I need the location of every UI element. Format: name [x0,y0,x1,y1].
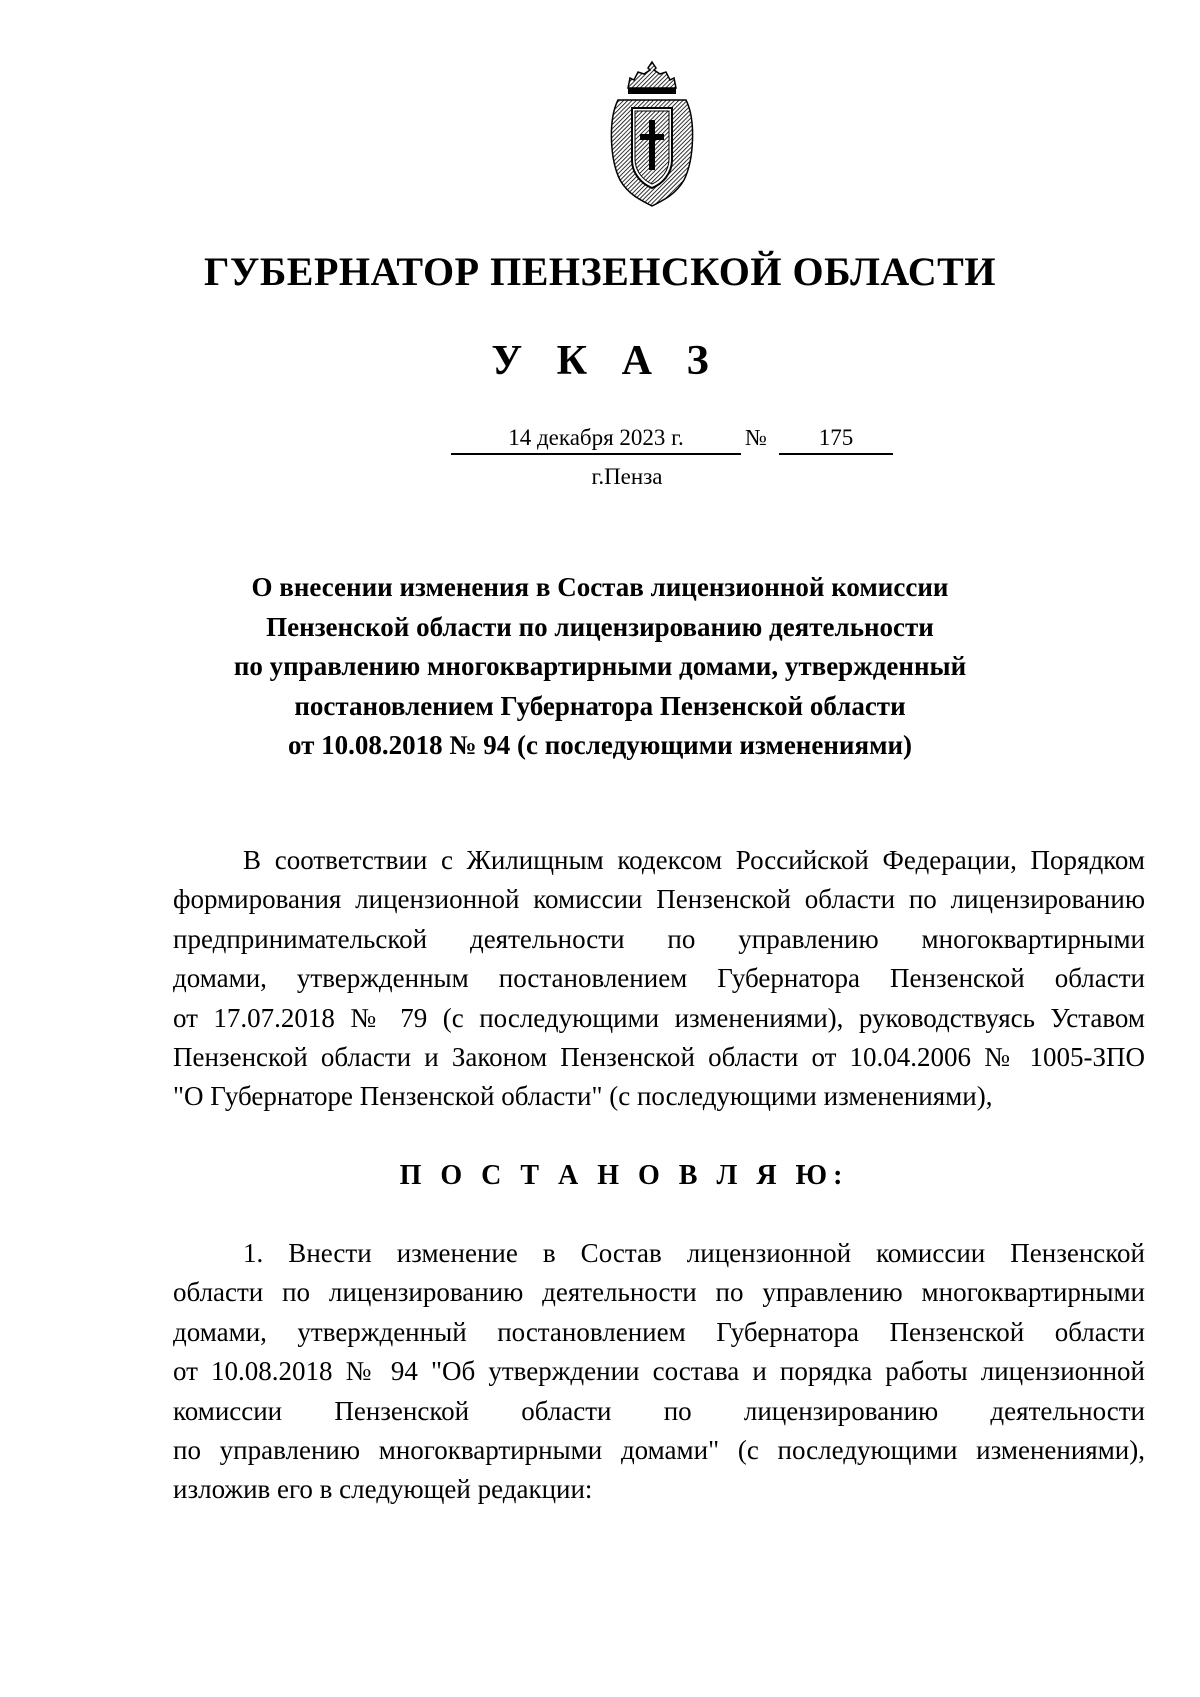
paragraph-line: предпринимательской деятельности по управлению многоквартирными [173,923,1145,954]
subject-line: О внесении изменения в Состав лицензионной комиссии [251,572,949,602]
paragraph-line: от 10.08.2018 № 94 "Об утверждении состава и порядка работы лицензионной [173,1356,1145,1387]
paragraph-line: Пензенской области и Законом Пензенской области от 10.04.2006 № 1005-ЗПО [173,1042,1145,1073]
paragraph-line: В соответствии с Жилищным кодексом Российской Федерации, Порядком [243,845,1145,875]
paragraph-line: области по лицензированию деятельности по управлению многоквартирными [173,1277,1145,1308]
document-date: 14 декабря 2023 г. [451,423,741,455]
subject-line: от 10.08.2018 № 94 (с последующими изменениями) [287,730,913,760]
document-subject [0,568,1200,766]
item-1-paragraph [173,1234,1145,1510]
number-sign: № [745,425,767,450]
document-number: 175 [779,423,893,455]
paragraph-line: 1. Внести изменение в Состав лицензионной комиссии Пензенской [243,1238,1145,1268]
paragraph-line: домами, утвержденный постановлением Губернатора Пензенской области [173,1316,1145,1347]
paragraph-line: по управлению многоквартирными домами" (с последующими изменениями), [173,1435,1145,1466]
coat-of-arms-icon [604,60,700,210]
resolve-heading: П О С Т А Н О В Л Я Ю: [399,1160,849,1191]
paragraph-line: изложив его в следующей редакции: [173,1474,593,1505]
subject-line: Пензенской области по лицензированию деятельности [266,611,934,642]
organization-title: ГУБЕРНАТОР ПЕНЗЕНСКОЙ ОБЛАСТИ [204,249,996,294]
paragraph-line: домами, утвержденным постановлением Губернатора Пензенской области [173,963,1145,994]
preamble-paragraph [173,841,1145,1117]
paragraph-line: "О Губернаторе Пензенской области" (с последующими изменениями), [173,1081,993,1112]
paragraph-line: формирования лицензионной комиссии Пензенской области по лицензированию [173,884,1145,915]
document-city: г.Пенза [591,464,663,489]
paragraph-line: комиссии Пензенской области по лицензированию деятельности [173,1395,1145,1426]
document-type: У К А З [491,338,721,384]
paragraph-line: от 17.07.2018 № 79 (с последующими изменениями), руководствуясь Уставом [173,1002,1145,1033]
subject-line: по управлению многоквартирными домами, утвержденный [233,651,967,681]
subject-line: постановлением Губернатора Пензенской области [294,690,906,721]
